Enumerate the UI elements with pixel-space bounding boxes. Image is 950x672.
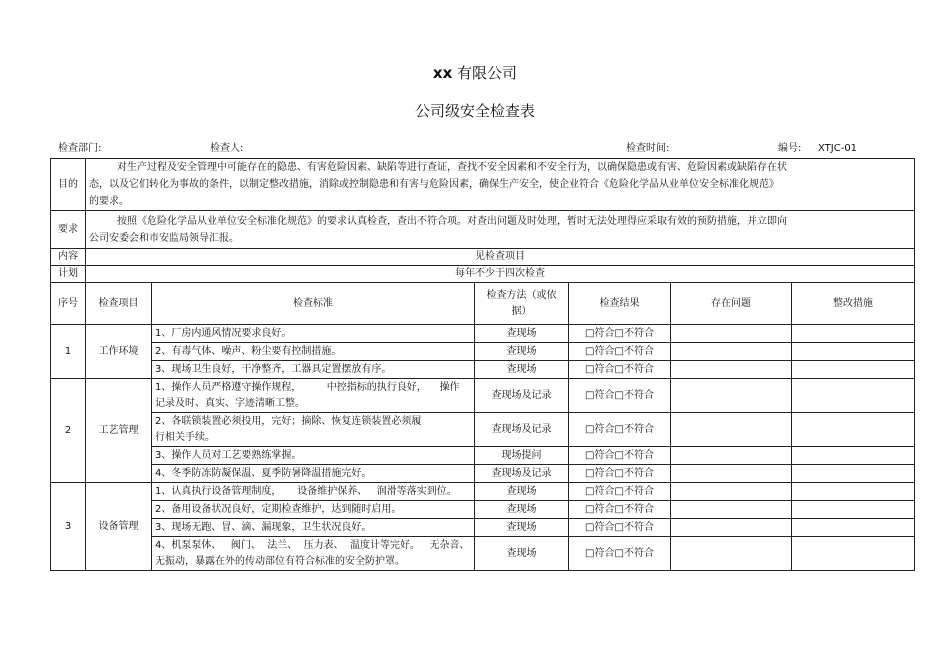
problem-cell[interactable] — [671, 325, 792, 343]
check-standard: 2、各联锁装置必须投用，完好；摘除、恢复连锁装置必须履 行相关手续。 — [152, 413, 475, 447]
rectify-cell[interactable] — [792, 413, 915, 447]
check-standard: 1、厂房内通风情况要求良好。 — [152, 325, 475, 343]
problem-cell[interactable] — [671, 519, 792, 537]
safety-checklist-table — [50, 158, 915, 571]
check-method: 查现场 — [475, 519, 569, 537]
problem-cell[interactable] — [671, 379, 792, 413]
problem-cell[interactable] — [671, 465, 792, 483]
rectify-cell[interactable] — [792, 537, 915, 571]
check-result-checkboxes[interactable]: □符合□不符合 — [569, 537, 671, 571]
check-row — [51, 465, 915, 483]
col-item: 检查项目 — [86, 283, 152, 325]
check-standard: 1、操作人员严格遵守操作规程， 中控指标的执行良好， 操作 记录及时、真实、字迹清晰工整。 — [152, 379, 475, 413]
content-label: 内容 — [51, 249, 86, 266]
check-method: 查现场及记录 — [475, 379, 569, 413]
requirement-row — [51, 211, 915, 249]
check-result-checkboxes[interactable]: □符合□不符合 — [569, 325, 671, 343]
check-standard: 3、操作人员对工艺要熟练掌握。 — [152, 447, 475, 465]
requirement-text: 按照《危险化学品从业单位安全标准化规范》的要求认真检查，查出不符合项。对查出问题及时处理，暂时无法处理得应采取有效的预防措施，并立即向 公司安委会和市安监局领导汇报。 — [86, 211, 915, 249]
problem-cell[interactable] — [671, 361, 792, 379]
check-standard: 4、冬季防冻防凝保温、夏季防暑降温措施完好。 — [152, 465, 475, 483]
content-row — [51, 249, 915, 266]
rectify-cell[interactable] — [792, 519, 915, 537]
check-result-checkboxes[interactable]: □符合□不符合 — [569, 501, 671, 519]
check-method: 查现场 — [475, 501, 569, 519]
check-standard: 4、机泵泵体、 阀门、 法兰、 压力表、 温度计等完好。 无杂音、 无振动，暴露在外的传动部位有符合标准的安全防护罩。 — [152, 537, 475, 571]
purpose-text: 对生产过程及安全管理中可能存在的隐患、有害危险因素、缺陷等进行查证，查找不安全因素和不安全行为，以确保隐患或有害、危险因素或缺陷存在状 态，以及它们转化为事故的条件，以制定整改措施，消除或控制隐患和有害与危险因素，确保生产安全，使企业符合《危险化学品从业单位安全标准化规范》 的要求。 — [86, 159, 915, 211]
check-result-checkboxes[interactable]: □符合□不符合 — [569, 465, 671, 483]
rectify-cell[interactable] — [792, 501, 915, 519]
check-standard: 2、备用设备状况良好，定期检查维护，达到随时启用。 — [152, 501, 475, 519]
check-result-checkboxes[interactable]: □符合□不符合 — [569, 361, 671, 379]
check-row — [51, 325, 915, 343]
check-method: 查现场及记录 — [475, 465, 569, 483]
form-number-label: 编号: — [778, 143, 802, 154]
rectify-cell[interactable] — [792, 483, 915, 501]
check-row — [51, 447, 915, 465]
check-row — [51, 501, 915, 519]
check-method: 查现场 — [475, 483, 569, 501]
check-method: 查现场 — [475, 361, 569, 379]
plan-label: 计划 — [51, 266, 86, 283]
form-title: 公司级安全检查表 — [414, 102, 535, 120]
check-standard: 2、有毒气体、噪声、粉尘要有控制措施。 — [152, 343, 475, 361]
content-value: 见检查项目 — [86, 249, 915, 266]
group-name: 工艺管理 — [86, 379, 152, 483]
check-result-checkboxes[interactable]: □符合□不符合 — [569, 519, 671, 537]
check-row — [51, 361, 915, 379]
rectify-cell[interactable] — [792, 465, 915, 483]
check-method: 现场提问 — [475, 447, 569, 465]
col-result: 检查结果 — [569, 283, 671, 325]
purpose-row — [51, 159, 915, 211]
problem-cell[interactable] — [671, 537, 792, 571]
inspector-label: 检查人: — [210, 143, 244, 154]
rectify-cell[interactable] — [792, 325, 915, 343]
col-standard: 检查标准 — [152, 283, 475, 325]
group-name: 工作环境 — [86, 325, 152, 379]
check-standard: 3、现场无跑、冒、滴、漏现象，卫生状况良好。 — [152, 519, 475, 537]
check-result-checkboxes[interactable]: □符合□不符合 — [569, 413, 671, 447]
check-row — [51, 483, 915, 501]
problem-cell[interactable] — [671, 447, 792, 465]
check-row — [51, 343, 915, 361]
plan-row — [51, 266, 915, 283]
check-method: 查现场 — [475, 537, 569, 571]
check-result-checkboxes[interactable]: □符合□不符合 — [569, 343, 671, 361]
rectify-cell[interactable] — [792, 447, 915, 465]
group-seq: 3 — [51, 483, 86, 571]
check-result-checkboxes[interactable]: □符合□不符合 — [569, 447, 671, 465]
col-seq: 序号 — [51, 283, 86, 325]
inspection-time-label: 检查时间: — [626, 143, 670, 154]
group-seq: 2 — [51, 379, 86, 483]
form-header — [50, 140, 914, 158]
problem-cell[interactable] — [671, 501, 792, 519]
group-seq: 1 — [51, 325, 86, 379]
purpose-label: 目的 — [51, 159, 86, 211]
plan-value: 每年不少于四次检查 — [86, 266, 915, 283]
department-label: 检查部门: — [58, 143, 102, 154]
check-standard: 1、认真执行设备管理制度， 设备维护保养、 润滑等落实到位。 — [152, 483, 475, 501]
form-number-value: XTJC-01 — [818, 143, 858, 154]
check-row — [51, 379, 915, 413]
column-header-row — [51, 283, 915, 325]
check-method: 查现场 — [475, 343, 569, 361]
rectify-cell[interactable] — [792, 379, 915, 413]
col-rectify: 整改措施 — [792, 283, 915, 325]
check-method: 查现场 — [475, 325, 569, 343]
col-method: 检查方法（或依 据） — [475, 283, 569, 325]
col-problem: 存在问题 — [671, 283, 792, 325]
check-standard: 3、现场卫生良好，干净整齐，工器具定置摆放有序。 — [152, 361, 475, 379]
company-title: xx 有限公司 — [432, 64, 518, 82]
check-row — [51, 537, 915, 571]
rectify-cell[interactable] — [792, 343, 915, 361]
check-result-checkboxes[interactable]: □符合□不符合 — [569, 379, 671, 413]
problem-cell[interactable] — [671, 343, 792, 361]
check-row — [51, 519, 915, 537]
problem-cell[interactable] — [671, 483, 792, 501]
check-row — [51, 413, 915, 447]
check-result-checkboxes[interactable]: □符合□不符合 — [569, 483, 671, 501]
problem-cell[interactable] — [671, 413, 792, 447]
requirement-label: 要求 — [51, 211, 86, 249]
group-name: 设备管理 — [86, 483, 152, 571]
rectify-cell[interactable] — [792, 361, 915, 379]
check-method: 查现场及记录 — [475, 413, 569, 447]
